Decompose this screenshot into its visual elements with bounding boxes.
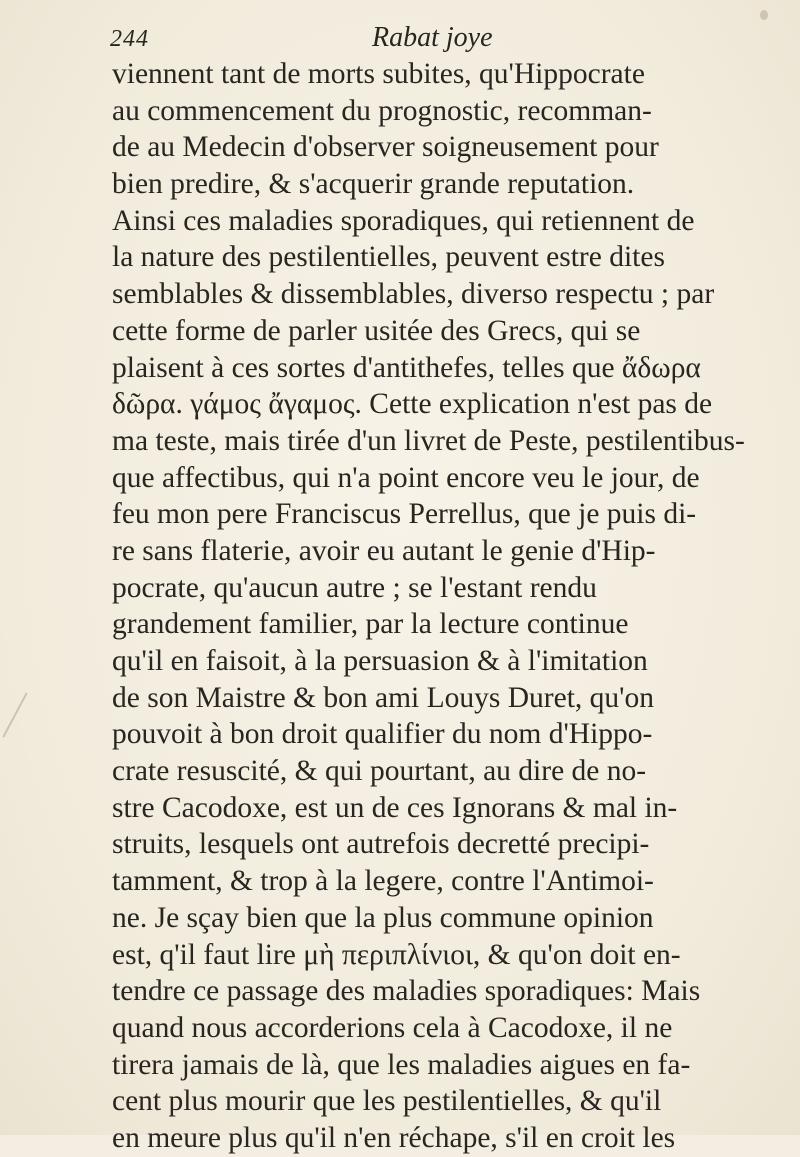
text-line: pouvoit à bon droit qualifier du nom d'Hippo-	[112, 718, 653, 751]
text-line: cent plus mourir que les pestilentielles, & qu'il	[112, 1085, 662, 1118]
text-line: de son Maistre & bon ami Louys Duret, qu'on	[112, 681, 654, 714]
text-line: ma teste, mais tirée d'un livret de Peste, pestilentibus-	[112, 424, 745, 457]
text-line: en meure plus qu'il n'en réchape, s'il en croit les	[112, 1121, 676, 1154]
text-line: Ainsi ces maladies sporadiques, qui retiennent de	[112, 204, 695, 237]
text-line: tamment, & trop à la legere, contre l'Antimoi-	[112, 865, 654, 898]
text-line: viennent tant de morts subites, qu'Hippocrate	[112, 58, 645, 90]
text-line: feu mon pere Franciscus Perrellus, que je puis di-	[112, 498, 697, 531]
body-text	[112, 56, 792, 1157]
page-number: 244	[110, 26, 149, 52]
text-line: qu'il en faisoit, à la persuasion & à l'imitation	[112, 645, 648, 677]
text-line: semblables & dissemblables, diverso respectu ; par	[112, 278, 715, 311]
text-line: de au Medecin d'observer soigneusement pour	[112, 131, 659, 164]
text-line: la nature des pestilentielles, peuvent estre dites	[112, 241, 665, 274]
running-title: Rabat joye	[372, 22, 493, 53]
text-line: grandement familier, par la lecture continue	[112, 608, 629, 641]
text-line: au commencement du prognostic, recomman-	[112, 94, 652, 127]
text-line: cette forme de parler usitée des Grecs, qui se	[112, 314, 641, 347]
text-line: ne. Je sçay bien que la plus commune opinion	[112, 901, 654, 934]
text-line: pocrate, qu'aucun autre ; se l'estant rendu	[112, 571, 597, 604]
text-line: que affectibus, qui n'a point encore veu le jour, de	[112, 461, 700, 494]
text-line: re sans flaterie, avoir eu autant le genie d'Hip-	[112, 534, 656, 567]
margin-mark	[2, 692, 27, 737]
text-line: est, q'il faut lire μὴ περιπλίνιοι, & qu'on doit en-	[112, 938, 681, 971]
text-line: plaisent à ces sortes d'antithefes, telles que ἄδωρα	[112, 351, 701, 384]
text-line: δῶρα. γάμος ἄγαμος. Cette explication n'est pas de	[112, 388, 713, 421]
text-line: quand nous accorderions cela à Cacodoxe, il ne	[112, 1011, 673, 1044]
text-line: tirera jamais de là, que les maladies aigues en fa-	[112, 1048, 691, 1081]
text-line: crate resuscité, & qui pourtant, au dire de no-	[112, 755, 647, 788]
paper-stain	[760, 10, 768, 20]
text-line: tendre ce passage des maladies sporadiques: Mais	[112, 975, 701, 1008]
text-line: struits, lesquels ont autrefois decretté precipi-	[112, 828, 650, 861]
text-line: bien predire, & s'acquerir grande reputation.	[112, 168, 635, 201]
text-line: stre Cacodoxe, est un de ces Ignorans & mal in-	[112, 791, 678, 824]
page-header	[110, 20, 790, 60]
